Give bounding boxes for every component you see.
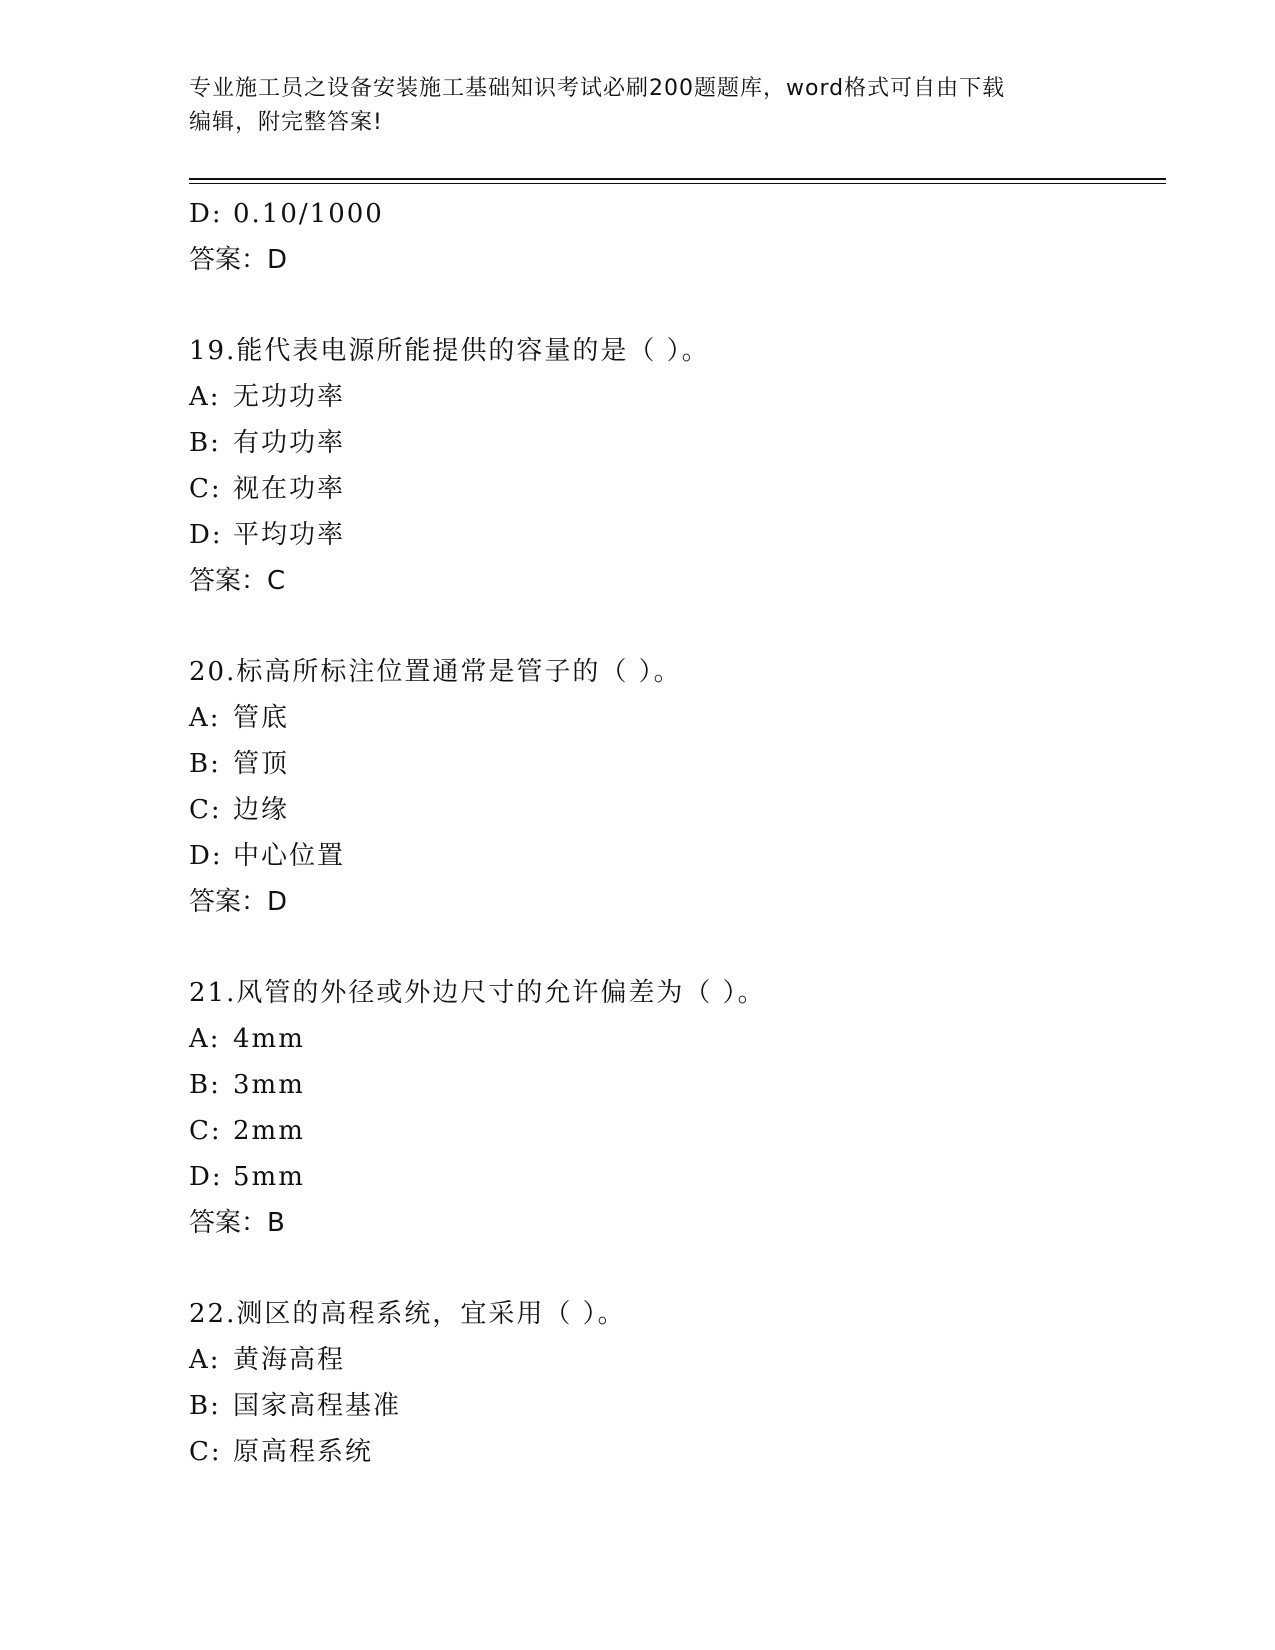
option-key: D: <box>189 199 223 229</box>
option-key: A: <box>189 703 221 733</box>
spacer <box>189 283 1166 328</box>
option-c <box>189 1108 1166 1154</box>
option-c <box>189 1429 1166 1475</box>
option-key: A: <box>189 382 221 412</box>
spacer <box>189 604 1166 649</box>
question-stem: 21.风管的外径或外边尺寸的允许偏差为（ ）。 <box>189 978 766 1008</box>
option-key: B: <box>189 749 221 779</box>
option-a <box>189 374 1166 420</box>
option-text: 视在功率 <box>233 474 346 504</box>
option-text: 有功功率 <box>233 428 346 458</box>
question-stem: 20.标高所标注位置通常是管子的（ ）。 <box>189 657 682 687</box>
option-c <box>189 787 1166 833</box>
question-stem: 19.能代表电源所能提供的容量的是（ ）。 <box>189 336 710 366</box>
option-a <box>189 1337 1166 1383</box>
option-text: 边缘 <box>233 795 290 825</box>
option-key: A: <box>189 1024 221 1054</box>
spacer <box>189 925 1166 970</box>
option-text: 平均功率 <box>233 520 346 550</box>
option-text: 5mm <box>233 1162 305 1192</box>
option-b <box>189 1062 1166 1108</box>
option-text: 黄海高程 <box>233 1345 346 1375</box>
option-key: C: <box>189 474 222 504</box>
answer-line: 答案：D <box>189 887 288 917</box>
option-text: 原高程系统 <box>233 1437 374 1467</box>
option-b <box>189 420 1166 466</box>
option-text: 4mm <box>233 1024 305 1054</box>
option-key: B: <box>189 1391 221 1421</box>
option-key: D: <box>189 520 223 550</box>
answer-line: 答案：B <box>189 1208 285 1238</box>
option-key: C: <box>189 795 222 825</box>
option-d <box>189 191 1166 237</box>
option-text: 2mm <box>233 1116 305 1146</box>
header-divider-thick <box>189 178 1166 180</box>
option-key: D: <box>189 1162 223 1192</box>
answer-line: 答案：C <box>189 566 286 596</box>
option-text: 0.10/1000 <box>233 199 384 229</box>
option-key: D: <box>189 841 223 871</box>
option-d <box>189 512 1166 558</box>
answer-line: 答案：D <box>189 245 288 275</box>
option-d <box>189 1154 1166 1200</box>
title-line-1: 专业施工员之设备安装施工基础知识考试必刷200题题库，word格式可自由下载 <box>189 76 1006 101</box>
option-text: 3mm <box>233 1070 305 1100</box>
header-divider-thin <box>189 183 1166 184</box>
option-d <box>189 833 1166 879</box>
option-a <box>189 695 1166 741</box>
option-b <box>189 1383 1166 1429</box>
option-key: A: <box>189 1345 221 1375</box>
option-text: 国家高程基准 <box>233 1391 402 1421</box>
option-key: C: <box>189 1437 222 1467</box>
option-a <box>189 1016 1166 1062</box>
document-title <box>189 72 1089 140</box>
option-c <box>189 466 1166 512</box>
option-key: B: <box>189 1070 221 1100</box>
option-text: 无功功率 <box>233 382 346 412</box>
option-text: 中心位置 <box>233 841 346 871</box>
option-text: 管顶 <box>233 749 290 779</box>
title-line-2: 编辑，附完整答案! <box>189 110 383 135</box>
question-stem: 22.测区的高程系统，宜采用（ ）。 <box>189 1299 626 1329</box>
option-text: 管底 <box>233 703 290 733</box>
option-key: C: <box>189 1116 222 1146</box>
spacer <box>189 1246 1166 1291</box>
option-b <box>189 741 1166 787</box>
question-list <box>189 191 1166 1475</box>
option-key: B: <box>189 428 221 458</box>
